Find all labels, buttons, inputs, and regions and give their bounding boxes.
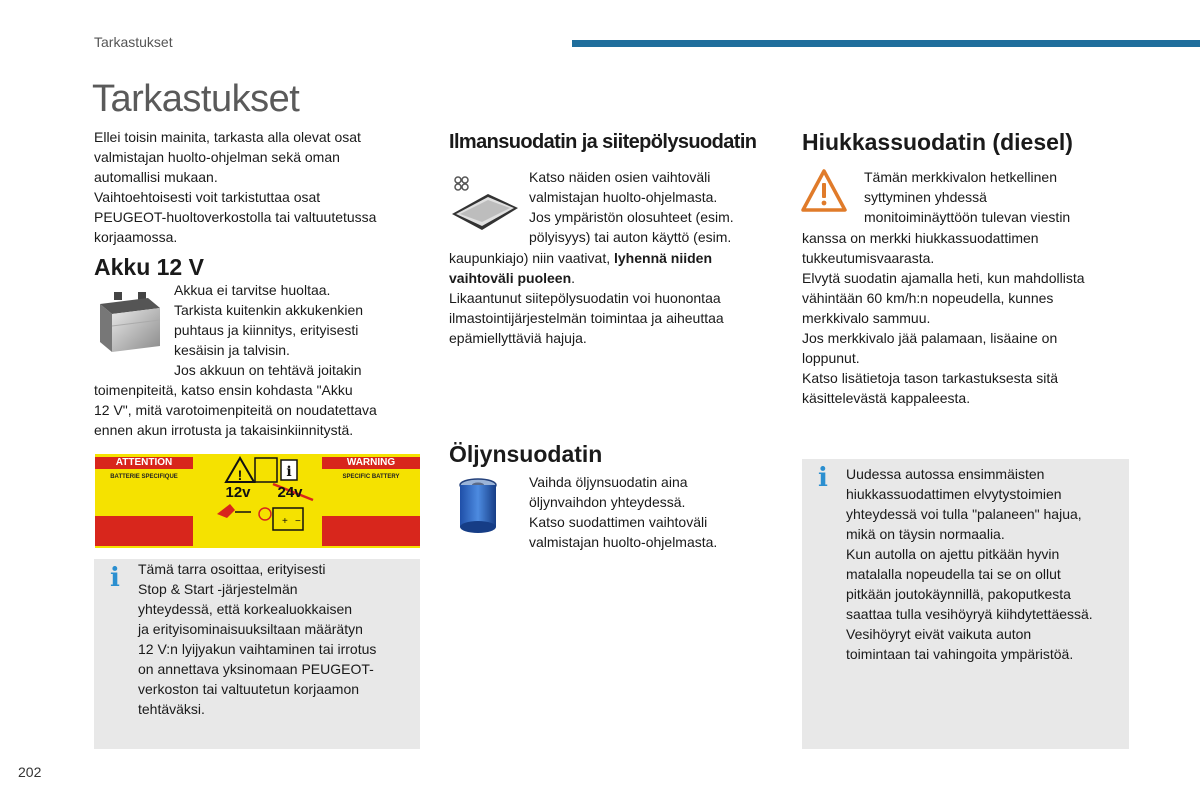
battery-line: 12 V", mitä varotoimenpiteitä on noudatettava (94, 402, 377, 418)
battery-text-below (94, 380, 414, 440)
label-right-subtitle: SPECIFIC BATTERY (342, 474, 400, 480)
info-line: saattaa tulla vesihöyryä kiihdytettäessä. (846, 606, 1093, 622)
battery-line: kesäisin ja talvisin. (174, 342, 290, 358)
particle-filter-line: monitoiminäyttöön tulevan viestin (864, 209, 1071, 225)
intro-text (94, 127, 414, 247)
info-line: tehtäväksi. (138, 701, 205, 717)
air-filter-line-text: kaupunkiajo) niin vaativat, (449, 250, 614, 266)
info-line: Stop & Start -järjestelmän (138, 581, 298, 597)
label-voltage-bad: 24v (277, 484, 303, 501)
battery-line: toimenpiteitä, katso ensin kohdasta "Akku (94, 382, 353, 398)
info-line: 12 V:n lyijyakun vaihtaminen tai irrotus (138, 641, 377, 657)
page-title: Tarkastukset (92, 78, 300, 120)
battery-line: Jos akkuun on tehtävä joitakin (174, 362, 362, 378)
battery-line: Akkua ei tarvitse huoltaa. (174, 282, 331, 298)
info-line: toimintaan tai vahingoita ympäristöä. (846, 646, 1074, 662)
particle-filter-line: Katso lisätietoja tason tarkastuksesta sitä (802, 370, 1059, 386)
info-icon: i (110, 563, 120, 593)
particle-filter-line: Elvytä suodatin ajamalla heti, kun mahdollista (802, 270, 1085, 286)
label-right-title: WARNING (346, 457, 396, 468)
info-line: Tämä tarra osoittaa, erityisesti (138, 561, 326, 577)
battery-info-text (138, 559, 408, 719)
intro-line: valmistajan huolto-ohjelman sekä oman (94, 149, 340, 165)
info-line: Kun autolla on ajettu pitkään hyvin (846, 546, 1060, 562)
battery-line: Tarkista kuitenkin akkukenkien (174, 302, 364, 318)
air-filter-heading: Ilmansuodatin ja siitepölysuodatin (449, 131, 757, 153)
particle-filter-line: syttyminen yhdessä (864, 189, 987, 205)
info-line: yhteydessä, että korkealuokkaisen (138, 601, 353, 617)
info-line: Vesihöyryt eivät vaikuta auton (846, 626, 1032, 642)
intro-line: automallisi mukaan. (94, 169, 218, 185)
info-line: ja erityisominaisuuksiltaan määrätyn (138, 621, 363, 637)
oil-filter-line: Katso suodattimen vaihtoväli (529, 514, 708, 530)
svg-text:i: i (286, 464, 292, 480)
particle-filter-text-beside-icon (864, 167, 1124, 227)
air-filter-line: Katso näiden osien vaihtoväli (529, 169, 711, 185)
air-filter-emphasis: vaihtoväli puoleen (449, 270, 572, 286)
air-filter-line: ilmastointijärjestelmän toimintaa ja aiheuttaa (449, 310, 724, 326)
battery-warning-label (95, 454, 420, 548)
page-number: 202 (18, 764, 42, 780)
air-filter-text-beside-icon (529, 167, 769, 247)
header-accent-bar (572, 40, 1200, 47)
oil-filter-icon (456, 477, 500, 535)
battery-heading: Akku 12 V (94, 254, 204, 280)
battery-line: ennen akun irrotusta ja takaisinkiinnitystä. (94, 422, 354, 438)
air-filter-line: valmistajan huolto-ohjelmasta. (529, 189, 718, 205)
battery-line: puhtaus ja kiinnitys, erityisesti (174, 322, 359, 338)
particle-filter-line: vähintään 60 km/h:n nopeudella, kunnes (802, 290, 1054, 306)
particle-filter-line: tukkeutumisvaarasta. (802, 250, 935, 266)
oil-filter-text (529, 472, 769, 552)
particle-filter-heading: Hiukkassuodatin (diesel) (802, 129, 1073, 155)
particle-filter-line: merkkivalo sammuu. (802, 310, 931, 326)
running-header: Tarkastukset (94, 34, 173, 50)
intro-line: PEUGEOT-huoltoverkostolla tai valtuutetussa (94, 209, 377, 225)
intro-line: korjaamossa. (94, 229, 178, 245)
info-line: mikä on täysin normaalia. (846, 526, 1005, 542)
particle-filter-line: Tämän merkkivalon hetkellinen (864, 169, 1057, 185)
air-filter-line (449, 248, 769, 268)
battery-text-beside-icon (174, 280, 414, 380)
label-left-title: ATTENTION (115, 457, 173, 468)
info-line: yhteydessä voi tulla "palaneen" hajua, (846, 506, 1082, 522)
air-filter-icon (448, 172, 520, 232)
air-filter-line: epämiellyttäviä hajuja. (449, 330, 587, 346)
particle-filter-info-box (802, 459, 1129, 749)
info-icon: i (818, 463, 828, 493)
info-line: pitkään joutokäynnillä, pakoputkesta (846, 586, 1071, 602)
oil-filter-line: öljynvaihdon yhteydessä. (529, 494, 686, 510)
info-line: on annettava yksinomaan PEUGEOT- (138, 661, 374, 677)
oil-filter-line: valmistajan huolto-ohjelmasta. (529, 534, 718, 550)
air-filter-line (449, 268, 769, 288)
particle-filter-text-below (802, 228, 1124, 408)
oil-filter-heading: Öljynsuodatin (449, 441, 603, 467)
info-line: verkoston tai valtuutetun korjaamon (138, 681, 360, 697)
intro-line: Ellei toisin mainita, tarkasta alla olevat osat (94, 129, 361, 145)
air-filter-line: Jos ympäristön olosuhteet (esim. (529, 209, 734, 225)
label-voltage-ok: 12v (225, 484, 251, 501)
warning-triangle-icon (800, 168, 848, 214)
particle-filter-line: Jos merkkivalo jää palamaan, lisäaine on (802, 330, 1058, 346)
svg-text:+: + (282, 516, 288, 527)
air-filter-line: pölyisyys) tai auton käyttö (esim. (529, 229, 732, 245)
svg-text:!: ! (237, 467, 243, 483)
particle-filter-line: käsittelevästä kappaleesta. (802, 390, 971, 406)
info-line: Uudessa autossa ensimmäisten (846, 466, 1045, 482)
air-filter-emphasis: lyhennä niiden (614, 250, 713, 266)
particle-filter-info-text (846, 464, 1126, 664)
battery-icon (96, 286, 162, 356)
info-line: hiukkassuodattimen elvytystoimien (846, 486, 1062, 502)
intro-line: Vaihtoehtoisesti voit tarkistuttaa osat (94, 189, 321, 205)
svg-text:−: − (295, 516, 301, 527)
air-filter-line-text: . (571, 270, 576, 286)
air-filter-text-below (449, 248, 769, 348)
info-line: matalalla nopeudella tai se on ollut (846, 566, 1061, 582)
particle-filter-line: loppunut. (802, 350, 860, 366)
air-filter-line: Likaantunut siitepölysuodatin voi huonontaa (449, 290, 721, 306)
oil-filter-line: Vaihda öljynsuodatin aina (529, 474, 688, 490)
battery-info-box (94, 559, 420, 749)
label-left-subtitle: BATTERIE SPECIFIQUE (110, 474, 178, 480)
particle-filter-line: kanssa on merkki hiukkassuodattimen (802, 230, 1039, 246)
